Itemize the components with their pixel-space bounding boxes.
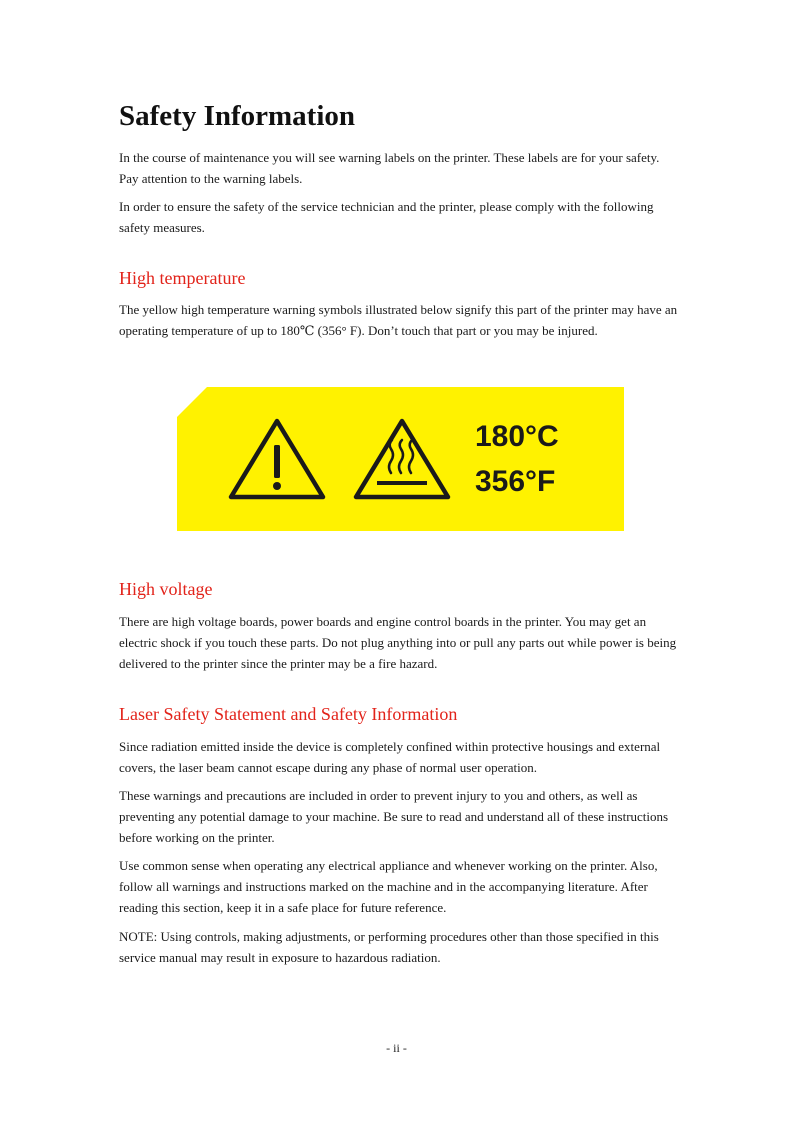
warning-label-background [177,387,624,531]
high-voltage-heading: High voltage [119,579,213,599]
high-temperature-warning-label [177,387,624,531]
temperature-celsius-label: 180°C [475,420,559,453]
high-temperature-text: The yellow high temperature warning symbols illustrated below signify this part of the printer may have an operating temperature of up to 180℃ (356° F). Don’t touch that part or you may be injured. [119,302,678,338]
temperature-fahrenheit-label: 356°F [475,465,556,498]
intro-paragraph-2: In order to ensure the safety of the service technician and the printer, please comply with the following safety measures. [119,199,654,235]
high-voltage-text: There are high voltage boards, power boards and engine control boards in the printer. You may get an electric shock if you touch these parts. Do not plug anything into or pull any parts out while power is being delivered to the printer since the printer may be a fire hazard. [119,614,677,671]
laser-safety-heading: Laser Safety Statement and Safety Information [119,704,458,724]
intro-paragraph-1: In the course of maintenance you will see warning labels on the printer. These labels are for your safety. Pay attention to the warning labels. [119,150,660,186]
warning-label-graphic [177,387,624,531]
page-title: Safety Information [119,100,356,132]
high-temperature-heading: High temperature [119,268,246,288]
page-number: - ii - [386,1041,407,1055]
laser-paragraph-3: Use common sense when operating any electrical appliance and whenever working on the printer. Also, follow all warnings and instructions marked on the machine and in the accompanying literature. After reading this section, keep it in a safe place for future reference. [119,858,658,915]
laser-note: NOTE: Using controls, making adjustments, or performing procedures other than those specified in this service manual may result in exposure to hazardous radiation. [119,929,659,965]
laser-paragraph-1: Since radiation emitted inside the device is completely confined within protective housings and external covers, the laser beam cannot escape during any phase of normal user operation. [119,739,661,775]
laser-paragraph-2: These warnings and precautions are included in order to prevent injury to you and others, as well as preventing any potential damage to your machine. Be sure to read and understand all of these instructions before working on the printer. [119,788,669,845]
